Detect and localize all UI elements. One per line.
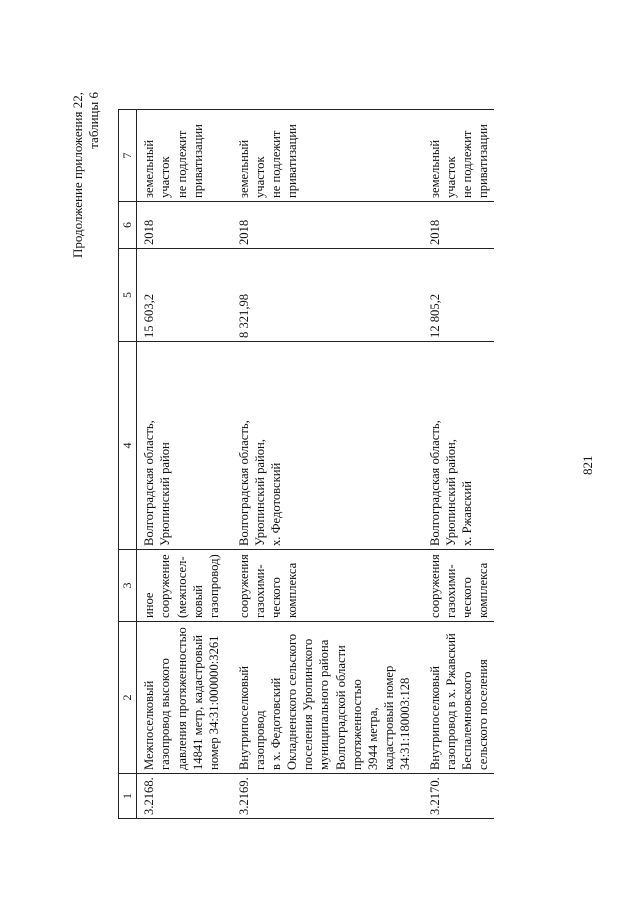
cell-line: иное bbox=[142, 592, 157, 618]
cell-line: 14841 метр, кадастровый bbox=[190, 635, 205, 770]
cell-line: газопровод bbox=[253, 710, 268, 770]
page-number: 821 bbox=[580, 455, 595, 475]
cell-line: газопровод в х. Ржавский bbox=[444, 633, 459, 770]
cell-line: Волгоградская область, bbox=[236, 420, 251, 546]
continuation-line-1: Продолжение приложения 22, bbox=[70, 92, 85, 259]
cell-line: земельный bbox=[428, 139, 443, 198]
column-header: 7 bbox=[119, 110, 137, 202]
property-table bbox=[118, 109, 494, 819]
object-name-cell bbox=[423, 622, 493, 774]
cell-line: Волгоградской области bbox=[333, 645, 348, 770]
column-header: 4 bbox=[119, 342, 137, 550]
cell-line: приватизации bbox=[190, 124, 205, 198]
cell-line: х. Ржавский bbox=[460, 481, 475, 546]
location-cell bbox=[232, 342, 423, 550]
note-cell bbox=[423, 110, 493, 202]
cell-line: Внутрипоселковый bbox=[236, 665, 251, 770]
cell-line: Окладненского сельского bbox=[285, 633, 300, 770]
row-number-cell: 3.2170. bbox=[423, 774, 493, 819]
cell-line: ческого bbox=[269, 577, 284, 618]
cell-line: участок bbox=[158, 156, 173, 198]
cell-line: Волгоградская область, bbox=[142, 420, 157, 546]
object-name-cell bbox=[232, 622, 423, 774]
note-cell bbox=[232, 110, 423, 202]
cell-line: земельный bbox=[236, 139, 251, 198]
cell-line: в х. Федотовский bbox=[269, 677, 284, 770]
cell-line: комплекса bbox=[285, 562, 300, 618]
cell-line: сооружения bbox=[428, 554, 443, 618]
cell-line: ковый bbox=[190, 585, 205, 618]
value-cell: 15 603,2 bbox=[137, 249, 232, 342]
table-row bbox=[232, 110, 423, 819]
cell-line: поселения Урюпинского bbox=[301, 638, 316, 770]
location-cell bbox=[137, 342, 232, 550]
value-cell: 12 805,2 bbox=[423, 249, 493, 342]
cell-line: земельный bbox=[142, 139, 157, 198]
continuation-header bbox=[70, 92, 102, 352]
cell-line: номер 34:31:000000:3261 bbox=[206, 635, 221, 770]
cell-line: участок bbox=[253, 156, 268, 198]
cell-line: газохими- bbox=[444, 564, 459, 618]
cell-line: Беспалемновского bbox=[460, 671, 475, 770]
cell-line: Волгоградская область, bbox=[428, 420, 443, 546]
cell-line: сооружение bbox=[158, 554, 173, 618]
table-row bbox=[423, 110, 493, 819]
cell-line: 3944 метра, bbox=[365, 707, 380, 770]
continuation-line-2: таблицы 6 bbox=[85, 92, 101, 149]
year-cell: 2018 bbox=[232, 202, 423, 249]
column-header: 5 bbox=[119, 249, 137, 342]
location-cell bbox=[423, 342, 493, 550]
object-type-cell bbox=[137, 550, 232, 622]
header-row bbox=[119, 110, 137, 819]
cell-line: газохими- bbox=[253, 564, 268, 618]
cell-line: сооружения bbox=[236, 554, 251, 618]
column-header: 2 bbox=[119, 622, 137, 774]
cell-line: комплекса bbox=[476, 562, 491, 618]
cell-line: Урюпинский район bbox=[158, 442, 173, 546]
cell-line: приватизации bbox=[285, 124, 300, 198]
cell-line: кадастровый номер bbox=[381, 665, 396, 770]
cell-line: 34:31:180003:128 bbox=[398, 677, 412, 770]
cell-line: Внутрипоселковый bbox=[428, 665, 443, 770]
column-header: 1 bbox=[119, 774, 137, 819]
cell-line: не подлежит bbox=[174, 130, 189, 198]
cell-line: Урюпинский район, bbox=[253, 439, 268, 546]
cell-line: х. Федотовский bbox=[269, 462, 284, 546]
year-cell: 2018 bbox=[423, 202, 493, 249]
cell-line: сельского поселения bbox=[476, 659, 491, 770]
cell-line: Межпоселковый bbox=[142, 680, 157, 770]
cell-line: газопровод высокого bbox=[158, 658, 173, 770]
cell-line: приватизации bbox=[476, 124, 491, 198]
object-type-cell bbox=[232, 550, 423, 622]
cell-line: ческого bbox=[460, 577, 475, 618]
table-row bbox=[137, 110, 232, 819]
row-number-cell: 3.2169. bbox=[232, 774, 423, 819]
year-cell: 2018 bbox=[137, 202, 232, 249]
cell-line: не подлежит bbox=[269, 130, 284, 198]
cell-line: газопровод) bbox=[206, 554, 221, 618]
cell-line: участок bbox=[444, 156, 459, 198]
cell-line: давления протяженностью bbox=[174, 627, 189, 770]
value-cell: 8 321,98 bbox=[232, 249, 423, 342]
cell-line: не подлежит bbox=[460, 130, 475, 198]
row-number-cell: 3.2168. bbox=[137, 774, 232, 819]
column-header: 6 bbox=[119, 202, 137, 249]
object-type-cell bbox=[423, 550, 493, 622]
column-header: 3 bbox=[119, 550, 137, 622]
object-name-cell bbox=[137, 622, 232, 774]
cell-line: муниципального района bbox=[317, 639, 332, 770]
cell-line: Урюпинский район, bbox=[444, 439, 459, 546]
note-cell bbox=[137, 110, 232, 202]
cell-line: протяженностью bbox=[349, 679, 364, 770]
cell-line: (межпосел- bbox=[174, 556, 189, 618]
